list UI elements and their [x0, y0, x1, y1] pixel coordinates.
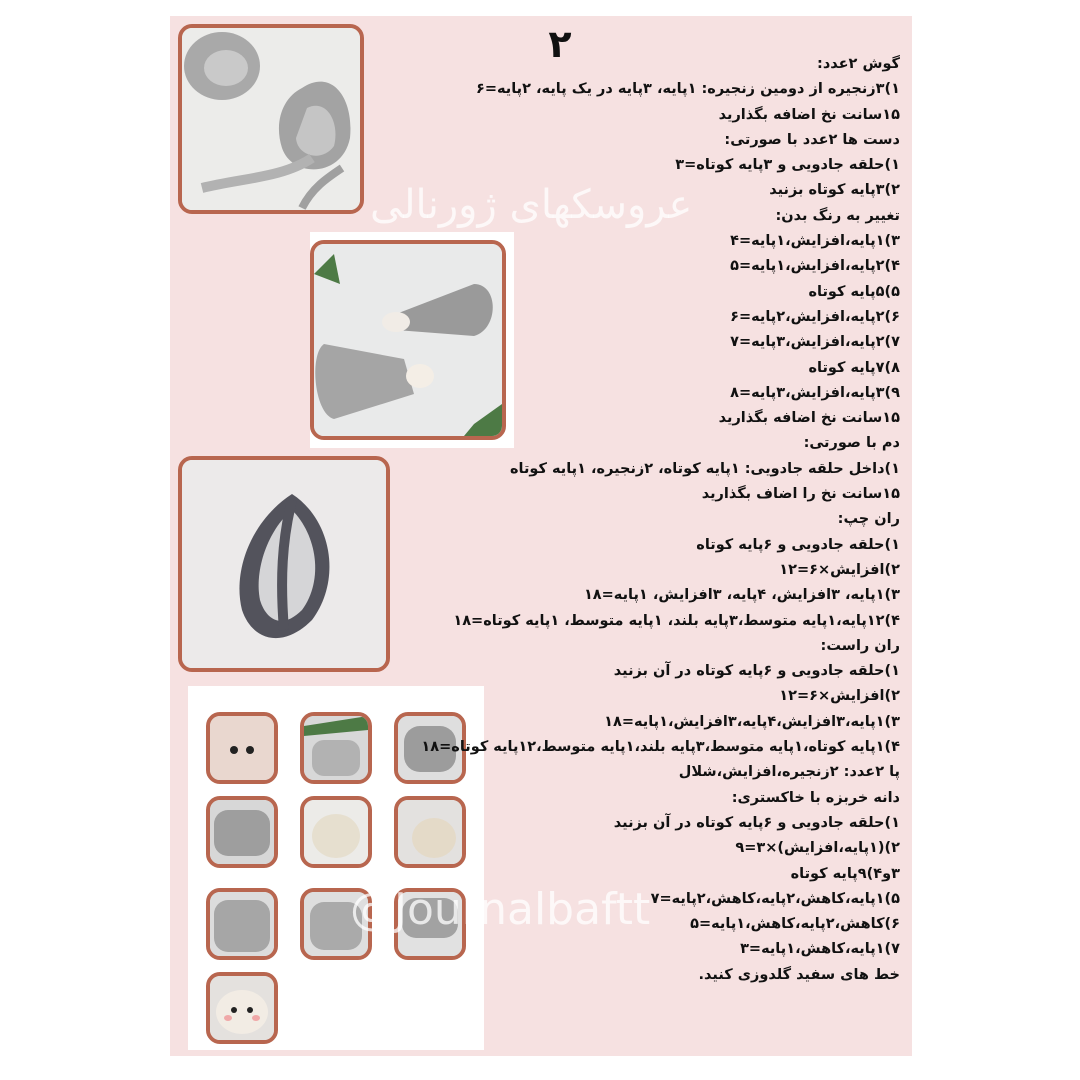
- instruction-line: ران راست:: [820, 637, 900, 654]
- photo-seed: [178, 456, 390, 672]
- instruction-line: ۱)داخل حلقه جادویی: ۱پایه کوتاه، ۲زنجیره، ۱پایه کوتاه: [509, 460, 900, 477]
- watermark-persian: عروسکهای ژورنالی: [370, 182, 693, 228]
- thumb-gray-body: [206, 888, 278, 960]
- instruction-line: ۵)۱پایه،کاهش،۲پایه،کاهش،۲پایه=۷: [650, 890, 900, 907]
- instruction-line: ۲)افزایش×۶=۱۲: [779, 561, 900, 578]
- instruction-line: دست ها ۲عدد با صورتی:: [724, 131, 900, 148]
- instruction-line: ۴)۲پایه،افزایش،۱پایه=۵: [730, 258, 900, 275]
- thumb-cream-body: [300, 796, 372, 868]
- instruction-line: ۳)۱پایه، ۳افزایش، ۴پایه، ۳افزایش، ۱پایه=۱۸: [583, 587, 900, 604]
- instruction-line: ۲)(۱پایه،افزایش)×۳=۹: [735, 840, 900, 857]
- thumb-body-green: [300, 712, 372, 784]
- instruction-line: ۳و۴)۹پایه کوتاه: [790, 865, 900, 882]
- thumb-body-side: [206, 796, 278, 868]
- instruction-line: ۹)۳پایه،افزایش،۳پایه=۸: [730, 384, 900, 401]
- instruction-line: ۸)۷پایه کوتاه: [808, 359, 900, 376]
- instruction-line: ران چپ:: [837, 511, 900, 528]
- instruction-line: تغییر به رنگ بدن:: [775, 207, 900, 224]
- page-number: ۲: [548, 22, 572, 66]
- instruction-line: ۲)۳پایه کوتاه بزنید: [769, 182, 900, 199]
- photo-arms: [310, 240, 506, 440]
- instruction-line: پا ۲عدد: ۲زنجیره،افزایش،شلال: [678, 764, 900, 781]
- instruction-line: ۵)۵پایه کوتاه: [808, 283, 900, 300]
- instruction-line: ۳)۱پایه،۳افزایش،۴پایه،۳افزایش،۱پایه=۱۸: [604, 713, 900, 730]
- instruction-line: ۱۵سانت نخ را اضاف بگذارید: [701, 486, 900, 503]
- instruction-line: ۴)۱پایه کوتاه،۱پایه متوسط،۳پایه بلند،۱پایه متوسط،۱۲پایه کوتاه=۱۸: [421, 739, 900, 756]
- instruction-line: ۱)حلقه جادویی و ۳پایه کوتاه=۳: [675, 157, 900, 174]
- instruction-line: خط های سفید گلدوزی کنید.: [698, 966, 900, 983]
- instruction-line: ۱)حلقه جادویی و ۶پایه کوتاه در آن بزنید: [613, 814, 900, 831]
- instruction-line: ۱)حلقه جادویی و ۶پایه کوتاه در آن بزنید: [613, 663, 900, 680]
- thumb-finished-face: [206, 972, 278, 1044]
- instruction-line: ۳)۱پایه،افزایش،۱پایه=۴: [730, 233, 900, 250]
- instruction-line: ۷)۱پایه،کاهش،۱پایه=۳: [740, 941, 900, 958]
- instruction-line: ۱۵سانت نخ اضافه بگذارید: [718, 106, 900, 123]
- instruction-line: ۶)کاهش،۲پایه،کاهش،۱پایه=۵: [690, 916, 900, 933]
- thumb-gray-back: [300, 888, 372, 960]
- instruction-line: دم با صورتی:: [803, 435, 900, 452]
- instruction-line: ۴)۱۲پایه،۱پایه متوسط،۳پایه بلند، ۱پایه متوسط، ۱پایه کوتاه=۱۸: [453, 612, 900, 629]
- pattern-page: [170, 16, 912, 1056]
- instruction-line: ۲)افزایش×۶=۱۲: [779, 688, 900, 705]
- watermark-handle: @Journalbaftt: [350, 884, 651, 935]
- instruction-line: گوش ۲عدد:: [817, 56, 900, 72]
- instruction-line: ۷)۲پایه،افزایش،۳پایه=۷: [730, 334, 900, 351]
- instruction-line: ۱۵سانت نخ اضافه بگذارید: [718, 410, 900, 427]
- pattern-instructions: [421, 52, 900, 988]
- photo-ears: [178, 24, 364, 214]
- thumb-cream-back: [394, 796, 466, 868]
- instruction-line: ۱)حلقه جادویی و ۶پایه کوتاه: [696, 536, 900, 553]
- instruction-line: دانه خربزه با خاکستری:: [731, 789, 900, 806]
- thumb-gray-top: [394, 888, 466, 960]
- instruction-line: ۱)۳زنجیره از دومین زنجیره: ۱پایه، ۳پایه در یک پایه، ۲پایه=۶: [475, 81, 900, 98]
- thumb-face: [206, 712, 278, 784]
- instruction-line: ۶)۲پایه،افزایش،۲پایه=۶: [730, 308, 900, 325]
